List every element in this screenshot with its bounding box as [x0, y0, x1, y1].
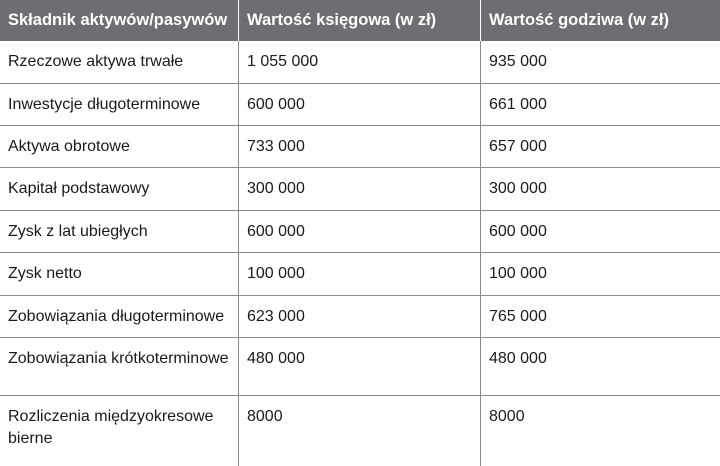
cell-item: Inwestycje długoterminowe [0, 84, 239, 125]
cell-book-value: 100 000 [239, 253, 481, 295]
cell-item: Rozliczenia międzyokresowe bierne [0, 396, 239, 466]
cell-book-value: 600 000 [239, 84, 481, 125]
column-header-book-value: Wartość księgowa (w zł) [239, 0, 481, 41]
cell-item: Kapitał podstawowy [0, 168, 239, 210]
cell-fair-value: 935 000 [489, 53, 547, 70]
cell-book-value: 300 000 [239, 168, 481, 210]
cell-book-value: 600 000 [239, 211, 481, 252]
cell-book-value: 8000 [239, 396, 481, 466]
cell-item: Zysk netto [0, 253, 239, 295]
cell-item: Zobowiązania krótkoterminowe [0, 338, 239, 395]
cell-fair-value: 300 000 [489, 180, 547, 197]
table-row [0, 84, 720, 126]
cell-fair-value: 100 000 [489, 265, 547, 282]
cell-fair-value: 600 000 [489, 223, 547, 240]
cell-book-value: 623 000 [239, 296, 481, 337]
table-header-row [0, 0, 720, 41]
cell-fair-value: 765 000 [489, 308, 547, 325]
table-row [0, 396, 720, 466]
cell-fair-value: 661 000 [489, 96, 547, 113]
table-row [0, 211, 720, 253]
cell-fair-value: 657 000 [489, 138, 547, 155]
table-row [0, 296, 720, 338]
column-header-fair-value: Wartość godziwa (w zł) [489, 11, 669, 29]
cell-book-value: 1 055 000 [239, 41, 481, 83]
cell-item: Rzeczowe aktywa trwałe [0, 41, 239, 83]
table-row [0, 168, 720, 211]
cell-book-value: 733 000 [239, 126, 481, 167]
cell-fair-value: 8000 [489, 408, 525, 425]
cell-fair-value: 480 000 [489, 350, 547, 367]
cell-item: Zobowiązania długoterminowe [0, 296, 239, 337]
column-header-item: Składnik aktywów/pasywów [0, 0, 239, 41]
table-row [0, 338, 720, 396]
table-row [0, 41, 720, 84]
cell-item: Aktywa obrotowe [0, 126, 239, 167]
cell-book-value: 480 000 [239, 338, 481, 395]
table-row [0, 253, 720, 296]
table-row [0, 126, 720, 168]
cell-item: Zysk z lat ubiegłych [0, 211, 239, 252]
